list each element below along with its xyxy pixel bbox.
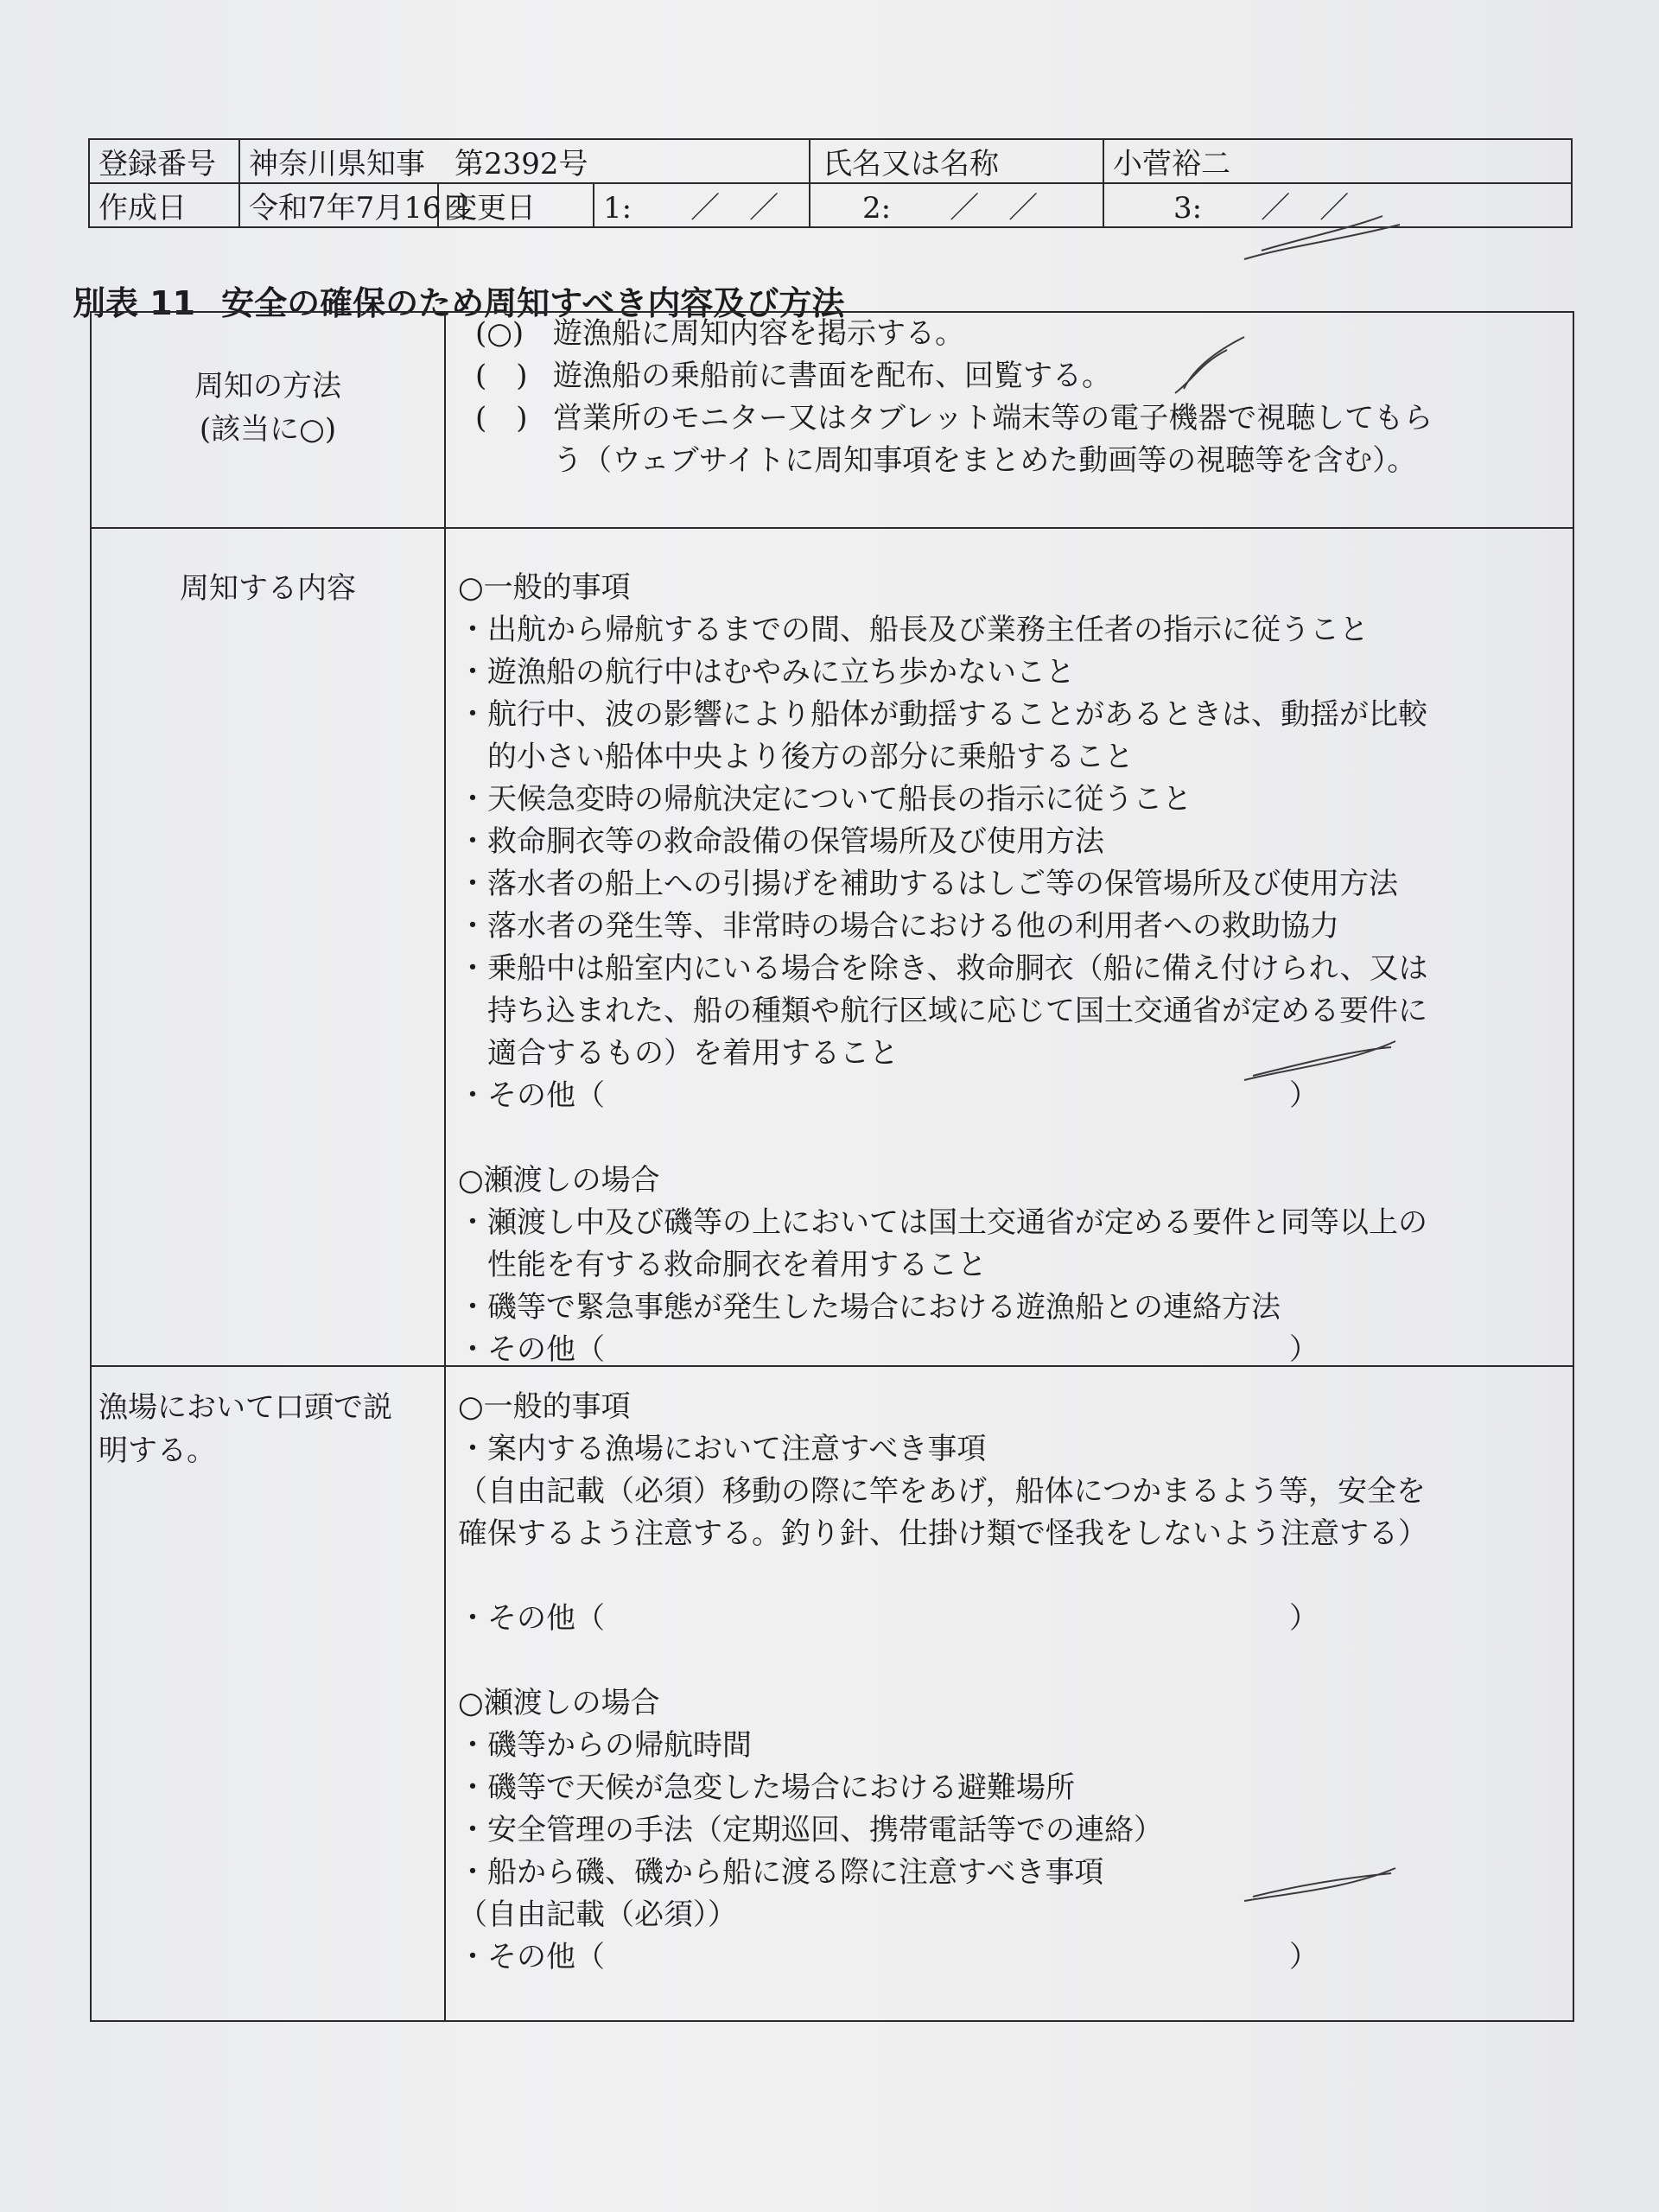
notice-table (90, 311, 1574, 2022)
list-item: 性能を有する救命胴衣を着用すること (458, 1248, 987, 1282)
option-text: 遊漁船に周知内容を掲示する。 (553, 316, 964, 351)
list-item: 的小さい船体中央より後方の部分に乗船すること (458, 740, 1134, 774)
created-date-label: 作成日 (89, 183, 239, 227)
method-label-cell (92, 313, 446, 527)
general-heading: ○一般的事項 (458, 1389, 631, 1424)
method-option-2 (475, 355, 1560, 397)
list-item: 持ち込まれた、船の種類や航行区域に応じて国土交通省が定める要件に (458, 994, 1427, 1028)
list-item: ・安全管理の手法（定期巡回、携帯電話等での連絡） (458, 1813, 1163, 1847)
ferry-heading: ○瀬渡しの場合 (458, 1163, 660, 1198)
list-item: ・航行中、波の影響により船体が動揺することがあるときは、動揺が比較 (458, 697, 1427, 732)
general-heading: ○一般的事項 (458, 570, 631, 605)
ferry-heading: ○瀬渡しの場合 (458, 1686, 660, 1720)
list-item: ・落水者の発生等、非常時の場合における他の利用者への救助協力 (458, 909, 1339, 944)
registration-number-label: 登録番号 (89, 139, 239, 183)
method-options (446, 313, 1573, 527)
free-text: （自由記載（必須）） (458, 1897, 737, 1932)
other-open: ・その他（ (458, 1332, 605, 1367)
created-date-value: 令和7年7月16日 (239, 183, 438, 227)
method-label: 周知の方法 (194, 369, 341, 404)
other-close: ） (1289, 1940, 1319, 1974)
method-option-3 (475, 397, 1560, 440)
oral-label-cell (92, 1367, 446, 2020)
other-open: ・その他（ (458, 1601, 605, 1636)
oral-label: 漁場において口頭で説 (99, 1390, 392, 1425)
content-body (446, 529, 1573, 1365)
other-item (458, 1329, 1560, 1371)
change-date-1: 1: ／ ／ (594, 183, 810, 227)
list-item: ・案内する漁場において注意すべき事項 (458, 1432, 987, 1466)
option-mark: ( ) (475, 359, 528, 393)
content-row (92, 527, 1573, 1365)
oral-body (446, 1367, 1573, 2020)
list-item: ・救命胴衣等の救命設備の保管場所及び使用方法 (458, 824, 1104, 859)
option-mark: ( ) (475, 401, 528, 435)
changed-date-label: 変更日 (438, 183, 594, 227)
name-value: 小菅裕二 (1103, 139, 1572, 183)
option-text: 営業所のモニター又はタブレット端末等の電子機器で視聴してもら (553, 401, 1433, 435)
method-option-1 (475, 313, 1560, 355)
option-mark: (○) (475, 316, 524, 351)
other-item (458, 1936, 1560, 1979)
scribble-mark (1236, 1858, 1408, 1910)
free-text: （自由記載（必須）移動の際に竿をあげ，船体につかまるよう等，安全を (458, 1474, 1426, 1509)
list-item: ・磯等で天候が急変した場合における避難場所 (458, 1770, 1075, 1805)
scribble-mark (1236, 199, 1408, 268)
list-item: 適合するもの）を着用すること (458, 1036, 899, 1071)
oral-label-cont: 明する。 (99, 1433, 216, 1468)
list-item: ・落水者の船上への引揚げを補助するはしご等の保管場所及び使用方法 (458, 867, 1398, 901)
oral-row (92, 1365, 1573, 2020)
other-close: ） (1289, 1078, 1319, 1113)
change-date-3: 3: ／ ／ (1103, 183, 1572, 227)
scribble-mark (1166, 328, 1253, 397)
list-item: ・船から磯、磯から船に渡る際に注意すべき事項 (458, 1855, 1104, 1890)
option-text: 遊漁船の乗船前に書面を配布、回覧する。 (553, 359, 1111, 393)
list-item: ・瀬渡し中及び磯等の上においては国土交通省が定める要件と同等以上の (458, 1205, 1427, 1240)
other-close: ） (1289, 1332, 1319, 1367)
other-open: ・その他（ (458, 1940, 605, 1974)
scribble-mark (1236, 1028, 1408, 1089)
list-item: ・遊漁船の航行中はむやみに立ち歩かないこと (458, 655, 1075, 690)
other-item (458, 1598, 1560, 1640)
section-number: 別表 11 (73, 284, 196, 322)
method-label-note: (該当に○) (199, 412, 337, 447)
method-row (92, 313, 1573, 527)
content-label-cell (92, 529, 446, 1365)
registration-number-value: 神奈川県知事 第2392号 (239, 139, 810, 183)
list-item: ・出航から帰航するまでの間、船長及び業務主任者の指示に従うこと (458, 613, 1369, 647)
list-item: ・乗船中は船室内にいる場合を除き、救命胴衣（船に備え付けられ、又は (458, 951, 1428, 986)
other-open: ・その他（ (458, 1078, 605, 1113)
list-item: ・磯等で緊急事態が発生した場合における遊漁船との連絡方法 (458, 1290, 1281, 1325)
list-item: ・天候急変時の帰航決定について船長の指示に従うこと (458, 782, 1192, 817)
change-date-2: 2: ／ ／ (810, 183, 1103, 227)
section-heading: 安全の確保のため周知すべき内容及び方法 (221, 284, 845, 322)
free-text: 確保するよう注意する。釣り針、仕掛け類で怪我をしないよう注意する） (458, 1516, 1427, 1551)
method-option-3-cont: う（ウェブサイトに周知事項をまとめた動画等の視聴等を含む）。 (553, 443, 1417, 478)
list-item: ・磯等からの帰航時間 (458, 1728, 752, 1763)
content-label: 周知する内容 (180, 571, 356, 606)
name-label: 氏名又は名称 (810, 139, 1103, 183)
other-close: ） (1289, 1601, 1319, 1636)
